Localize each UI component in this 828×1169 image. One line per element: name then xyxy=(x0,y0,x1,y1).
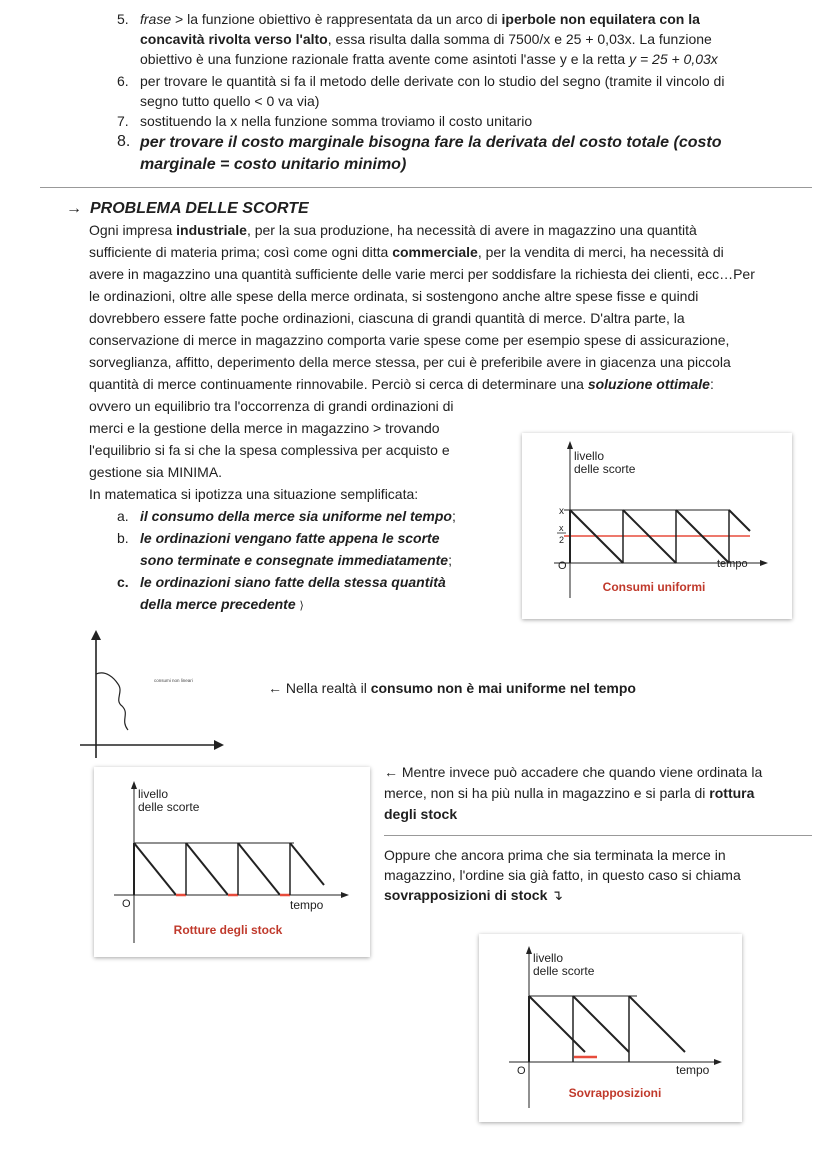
note-real-consumption: ← Nella realtà il consumo non è mai uniforme nel tempo xyxy=(268,680,636,696)
list-number: 8. xyxy=(117,133,131,150)
hypothesis-c-line-2: della merce precedente ⟩ xyxy=(140,596,304,612)
list-item-6-line-2: segno tutto quello < 0 va via) xyxy=(140,93,320,109)
y-axis-title-2: delle scorte xyxy=(533,964,595,978)
y-axis-arrow xyxy=(567,441,573,449)
figure-caption: Sovrapposizioni xyxy=(568,1086,662,1100)
note-sovra-line-3: sovrapposizioni di stock ↴ xyxy=(384,887,563,903)
list-number: 7. xyxy=(117,113,129,129)
x-axis-title: tempo xyxy=(676,1063,710,1077)
list-letter: a. xyxy=(117,508,129,524)
sketch-label: consumi non lineari xyxy=(154,678,193,683)
figure-sovrapposizioni-svg xyxy=(479,934,742,1122)
list-item-5-line-1: frase > la funzione obiettivo è rappresentata da un arco di iperbole non equilatera con la xyxy=(140,11,700,27)
x-axis-arrow xyxy=(341,892,349,898)
paragraph-line: quantità di merce continuamente rinnovabile. Perciò si cerca di determinare una soluzione ottimale: xyxy=(89,376,714,392)
note-rottura-line-3: degli stock xyxy=(384,806,458,822)
figure-rotture-stock-svg xyxy=(94,767,370,957)
list-item-5-line-2: concavità rivolta verso l'alto, essa risulta dalla somma di 7500/x e 25 + 0,03x. La funzione xyxy=(140,31,712,47)
hypothesis-b-line-2: sono terminate e consegnate immediatamente; xyxy=(140,552,452,568)
y-axis-arrow xyxy=(526,946,532,954)
paragraph-line: sorveglianza, affitto, deperimento della merce stessa, per cui è preferibile avere in giacenza una piccola xyxy=(89,354,731,370)
consumption-1 xyxy=(134,843,176,895)
paragraph-line: Ogni impresa industriale, per la sua produzione, ha necessità di avere in magazzino una quantità xyxy=(89,222,697,238)
figure-consumi-uniformi xyxy=(522,433,792,619)
divider xyxy=(40,187,812,188)
origin-label: O xyxy=(517,1065,526,1077)
consumption-2 xyxy=(573,996,629,1052)
section-title: PROBLEMA DELLE SCORTE xyxy=(90,200,309,217)
list-item-8-line-2: marginale = costo unitario minimo) xyxy=(140,156,407,173)
note-rottura-line-2: merce, non si ha più nulla in magazzino e si parla di rottura xyxy=(384,785,755,801)
hand-sketch xyxy=(78,626,238,766)
y-axis-title-1: livello xyxy=(533,951,564,965)
paragraph-line: ovvero un equilibrio tra l'occorrenza di grandi ordinazioni di xyxy=(89,398,454,414)
list-item-5-line-3: obiettivo è una funzione razionale fratta avente come asintoti l'asse y e la retta y = 25 + 0,03x xyxy=(140,51,718,67)
sketch-y-arrow xyxy=(91,630,101,640)
paragraph-line: le ordinazioni, oltre alle spese della merce ordinata, si sostengono anche altre spese fisse e quindi xyxy=(89,288,699,304)
consumption-3 xyxy=(629,996,685,1052)
origin-label: O xyxy=(558,560,567,572)
consumption-1 xyxy=(529,996,585,1052)
x-axis-title: tempo xyxy=(717,558,748,570)
list-letter: c. xyxy=(117,574,129,590)
paragraph-line: l'equilibrio si fa si che la spesa complessiva per acquisto e xyxy=(89,442,450,458)
note-rottura-line-1: ← Mentre invece può accadere che quando viene ordinata la xyxy=(384,764,763,780)
x-level-label: x xyxy=(559,506,564,517)
half-numerator: x xyxy=(559,523,564,533)
y-axis-title-1: livello xyxy=(138,787,169,801)
consumption-4 xyxy=(290,843,324,885)
origin-label: O xyxy=(122,898,131,910)
paragraph-line: gestione sia MINIMA. xyxy=(89,464,223,480)
paragraph-line: avere in magazzino una quantità sufficiente delle varie merci per soddisfare la richiesta dei clienti, ecc…Per xyxy=(89,266,755,282)
x-axis-title: tempo xyxy=(290,898,324,912)
section-arrow: → xyxy=(66,200,82,217)
consumption-4 xyxy=(729,510,750,531)
consumption-3 xyxy=(238,843,280,895)
hypothesis-a: il consumo della merce sia uniforme nel tempo; xyxy=(140,508,456,524)
figure-caption: Consumi uniformi xyxy=(602,580,706,594)
sketch-curve xyxy=(96,673,128,730)
note-sovra-line-1: Oppure che ancora prima che sia terminata la merce in xyxy=(384,847,726,863)
paragraph-line: sufficiente di materia prima; così come ogni ditta commerciale, per la vendita di merci, ha necessità di xyxy=(89,244,724,260)
paragraph-line: conservazione di merce in magazzino comporta varie spese come per esempio spese di assicurazione, xyxy=(89,332,730,348)
half-denominator: 2 xyxy=(559,535,565,545)
paragraph-line: In matematica si ipotizza una situazione semplificata: xyxy=(89,486,419,502)
x-axis-arrow xyxy=(714,1059,722,1065)
list-number: 6. xyxy=(117,73,129,89)
hypothesis-b-line-1: le ordinazioni vengano fatte appena le scorte xyxy=(140,530,440,546)
divider xyxy=(384,835,812,836)
figure-consumi-uniformi-svg xyxy=(522,433,792,619)
sketch-x-arrow xyxy=(214,740,224,750)
y-axis-title-2: delle scorte xyxy=(574,462,636,476)
y-axis-arrow xyxy=(131,781,137,789)
figure-caption: Rotture degli stock xyxy=(173,923,283,937)
list-number: 5. xyxy=(117,11,129,27)
list-letter: b. xyxy=(117,530,129,546)
x-axis-arrow xyxy=(760,560,768,566)
figure-rotture-stock xyxy=(94,767,370,957)
paragraph-line: dovrebbero essere fatte poche ordinazioni, ciascuna di grandi quantità di merce. D'altra parte, la xyxy=(89,310,685,326)
list-item-6-line-1: per trovare le quantità si fa il metodo delle derivate con lo studio del segno (tramite il vincolo di xyxy=(140,73,725,89)
list-item-8-line-1: per trovare il costo marginale bisogna fare la derivata del costo totale (costo xyxy=(140,134,722,151)
hypothesis-c-line-1: le ordinazioni siano fatte della stessa quantità xyxy=(140,574,446,590)
y-axis-title-1: livello xyxy=(574,449,605,463)
figure-sovrapposizioni xyxy=(479,934,742,1122)
paragraph-line: merci e la gestione della merce in magazzino > trovando xyxy=(89,420,440,436)
y-axis-title-2: delle scorte xyxy=(138,800,200,814)
note-sovra-line-2: magazzino, l'ordine sia già fatto, in questo caso si chiama xyxy=(384,867,741,883)
list-item-7: sostituendo la x nella funzione somma troviamo il costo unitario xyxy=(140,113,533,129)
consumption-2 xyxy=(186,843,228,895)
